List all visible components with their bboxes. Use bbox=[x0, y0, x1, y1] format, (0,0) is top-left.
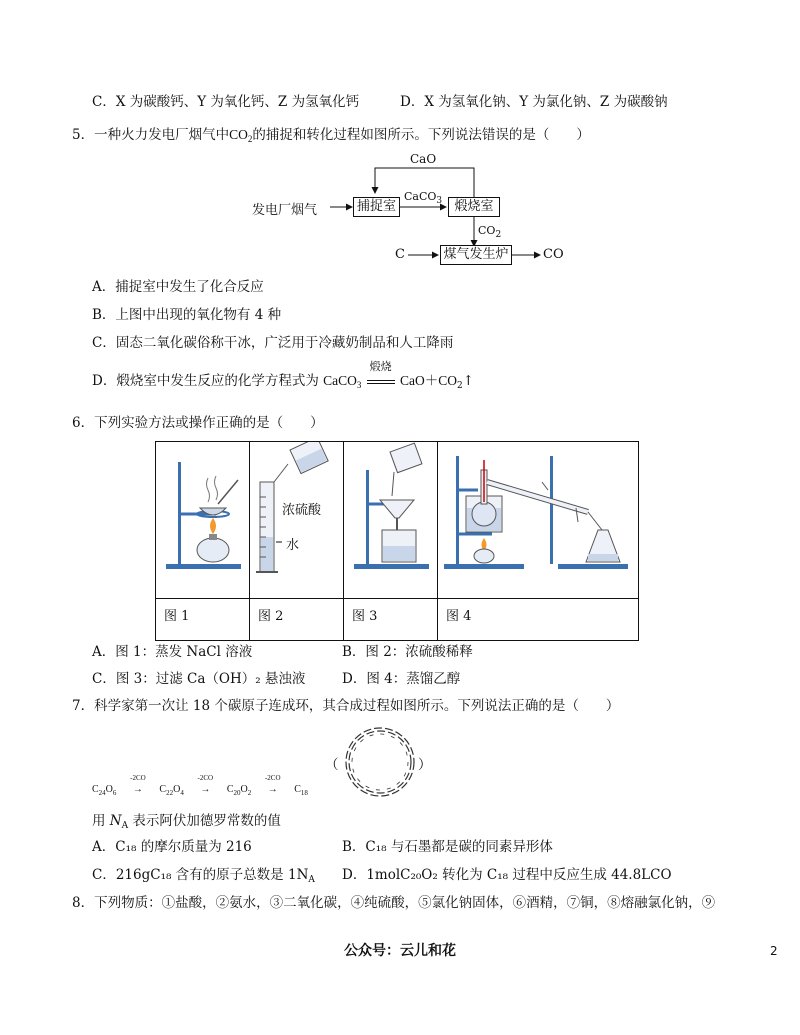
co-output-label: CO bbox=[543, 247, 564, 262]
c18-ring-structure bbox=[340, 722, 420, 802]
q7-option-d: D．1molC₂₀O₂ 转化为 C₁₈ 过程中反应生成 44.8LCO bbox=[342, 867, 672, 883]
fig1-evaporation bbox=[156, 442, 250, 599]
calcine-room-box: 煅烧室 bbox=[448, 197, 500, 217]
q6-option-d: D．图 4：蒸馏乙醇 bbox=[342, 671, 461, 687]
acid-label: 浓硫酸 bbox=[282, 503, 322, 518]
fig4-caption: 图 4 bbox=[438, 599, 639, 641]
q5-option-d: D．煅烧室中发生反应的化学方程式为 CaCO$_3$ 煅烧 $CaO+CO_2↑$ bbox=[92, 360, 475, 391]
caco3-label: CaCO$_3$ bbox=[404, 190, 443, 206]
fig4-distillation bbox=[438, 442, 639, 599]
reaction-condition: 煅烧 bbox=[369, 360, 392, 373]
flue-gas-label: 发电厂烟气 bbox=[252, 203, 318, 218]
fig2-caption: 图 2 bbox=[250, 599, 344, 641]
c-input-label: C bbox=[395, 247, 405, 262]
q7-option-a: A．C₁₈ 的摩尔质量为 216 bbox=[92, 839, 252, 855]
q5-stem: 5．一种火力发电厂烟气中$CO_2$的捕捉和转化过程如图所示。下列说法错误的是（ ） bbox=[72, 127, 590, 144]
page-number: 2 bbox=[770, 944, 778, 958]
q7-option-c: C．216gC₁₈ 含有的原子总数是 $1N_A$ bbox=[92, 867, 315, 885]
cao-label: CaO bbox=[410, 152, 437, 166]
footer-watermark: 公众号：云儿和花 bbox=[344, 943, 456, 959]
q7-option-b: B．C₁₈ 与石墨都是碳的同素异形体 bbox=[342, 839, 553, 855]
q6-option-a: A．图 1：蒸发 NaCl 溶液 bbox=[92, 644, 253, 660]
q5-process-diagram bbox=[250, 148, 580, 273]
fig1-caption: 图 1 bbox=[156, 599, 250, 641]
furnace-box: 煤气发生炉 bbox=[440, 245, 512, 265]
co2-label: $CO_2$ bbox=[478, 224, 502, 240]
q5-option-a: A．捕捉室中发生了化合反应 bbox=[92, 279, 264, 295]
q8-stem: 8．下列物质：①盐酸，②氨水，③二氧化碳，④纯硫酸，⑤氯化钠固体，⑥酒精，⑦铜，⑧熔融氯化钠，⑨ bbox=[72, 895, 716, 911]
fig3-caption: 图 3 bbox=[344, 599, 438, 641]
q4-option-c: C．X 为碳酸钙、Y 为氧化钙、Z 为氢氧化钙 bbox=[92, 94, 360, 110]
water-label: 水 bbox=[286, 538, 300, 553]
q5-option-b: B．上图中出现的氧化物有 4 种 bbox=[92, 307, 282, 323]
ring-paren-left: （ bbox=[325, 757, 339, 773]
capture-room-box: 捕捉室 bbox=[353, 197, 400, 217]
q6-option-c: C．图 3：过滤 Ca（OH）₂ 悬浊液 bbox=[92, 671, 306, 687]
q6-option-b: B．图 2：浓硫酸稀释 bbox=[342, 644, 473, 660]
q6-apparatus-table bbox=[155, 441, 639, 641]
q6-stem: 6．下列实验方法或操作正确的是（ ） bbox=[72, 415, 324, 431]
q7-stem: 7．科学家第一次让 18 个碳原子连成环，其合成过程如图所示。下列说法正确的是（ ） bbox=[72, 698, 620, 714]
q4-option-d: D．X 为氢氧化钠、Y 为氯化钠、Z 为碳酸钠 bbox=[400, 94, 668, 110]
ring-paren-right: ） bbox=[418, 757, 432, 773]
fig3-filtration bbox=[344, 442, 438, 599]
fig2-dilution bbox=[250, 442, 344, 599]
synthesis-chain: $C_{24}O_6$ -2CO → $C_{22}O_4$ -2CO → $C_{20}O_2$ -2CO → $C_{18}$ bbox=[92, 774, 308, 797]
q7-note: 用 $N_A$ 表示阿伏加德罗常数的值 bbox=[92, 813, 281, 831]
q5-option-c: C．固态二氧化碳俗称干冰，广泛用于冷藏奶制品和人工降雨 bbox=[92, 335, 454, 351]
